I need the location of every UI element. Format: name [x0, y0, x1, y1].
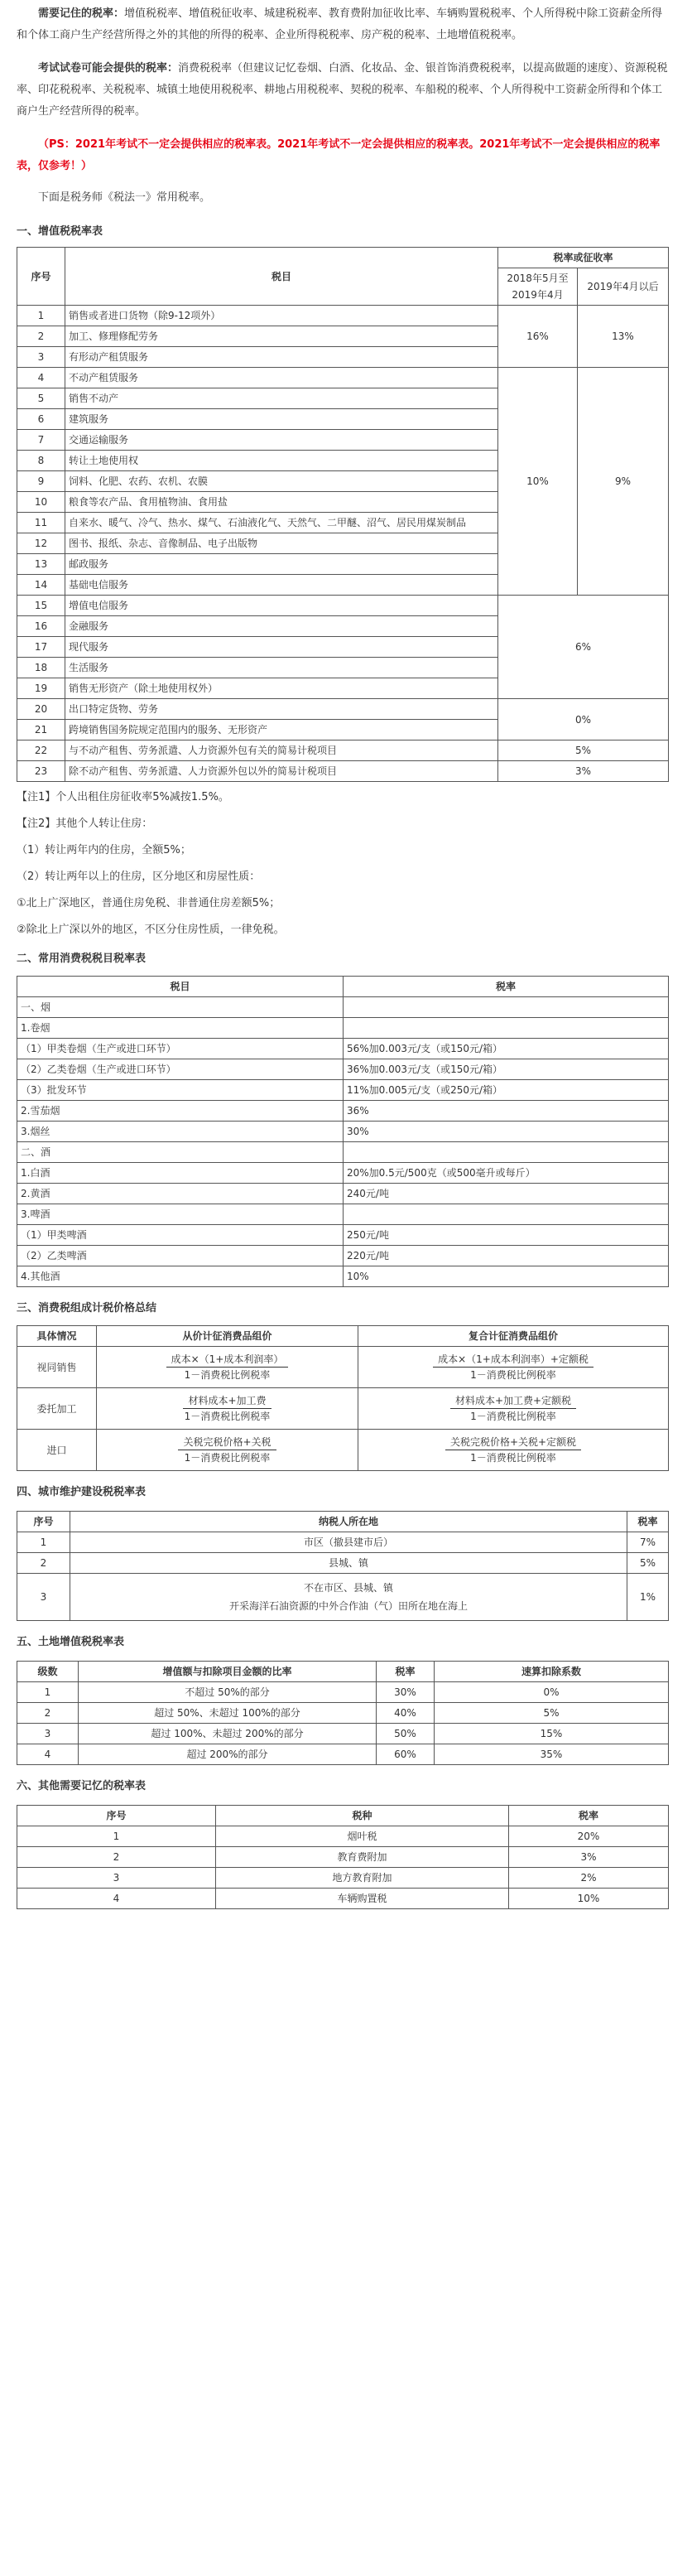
table-row	[17, 1163, 669, 1184]
formula-numerator: 成本×（1+成本利润率）+定额税	[433, 1352, 593, 1368]
table-row: 3 有形动产租赁服务	[17, 347, 669, 368]
land-quick: 35%	[435, 1744, 669, 1765]
cons-item: 4.其他酒	[17, 1266, 344, 1287]
article	[0, 3, 692, 1909]
table-row	[17, 1246, 669, 1266]
land-quick: 5%	[435, 1703, 669, 1724]
table-row: 5 销售不动产	[17, 388, 669, 409]
land-h-ratio: 增值额与扣除项目金额的比率	[79, 1662, 377, 1682]
table-row: 4 不动产租赁服务 10% 9%	[17, 368, 669, 388]
table-row: 2 加工、修理修配劳务	[17, 326, 669, 347]
table-row: 1 销售或者进口货物（除9-12项外） 16% 13%	[17, 306, 669, 326]
ps-note: （PS：2021年考试不一定会提供相应的税率表。2021年考试不一定会提供相应的税率表。2021年考试不一定会提供相应的税率表，仅参考！）	[17, 138, 661, 172]
formula-numerator: 材料成本+加工费+定额税	[450, 1393, 576, 1409]
formula-denominator: 1－消费税比例税率	[470, 1369, 556, 1381]
cons-item: 1.白酒	[17, 1163, 344, 1184]
composite-title: 三、消费税组成计税价格总结	[17, 1302, 157, 1315]
cons-item: 2.黄酒	[17, 1184, 344, 1204]
cons-item: 2.雪茄烟	[17, 1101, 344, 1122]
urban-title: 四、城市维护建设税税率表	[17, 1486, 147, 1498]
cons-item: （2）乙类卷烟（生产或进口环节）	[17, 1059, 344, 1080]
other-rate: 3%	[509, 1847, 669, 1868]
vat-h-rate: 税率或征收率	[498, 248, 669, 268]
cons-rate: 56%加0.003元/支（或150元/箱）	[344, 1039, 669, 1059]
land-level: 3	[17, 1724, 79, 1744]
comp-formula-ad	[97, 1388, 358, 1430]
formula-numerator: 成本×（1+成本利润率）	[166, 1352, 289, 1368]
table-row	[17, 1682, 669, 1703]
other-tax: 烟叶税	[216, 1826, 509, 1847]
land-ratio: 不超过 50%的部分	[79, 1682, 377, 1703]
cons-item: 3.啤酒	[17, 1204, 344, 1225]
urban-h-loc: 纳税人所在地	[70, 1512, 627, 1532]
formula-denominator: 1－消费税比例税率	[470, 1452, 556, 1464]
note-5: ①北上广深地区，普通住房免税、非普通住房差额5%；	[17, 897, 281, 909]
comp-case: 委托加工	[17, 1388, 97, 1430]
cons-item: 二、酒	[17, 1142, 344, 1163]
cons-rate	[344, 997, 669, 1018]
other-tax: 车辆购置税	[216, 1889, 509, 1909]
table-row: 22 与不动产租售、劳务派遣、人力资源外包有关的简易计税项目 5%	[17, 740, 669, 761]
comp-formula-comp	[358, 1388, 669, 1430]
table-row: 9 饲料、化肥、农药、农机、农膜	[17, 471, 669, 492]
vat-h-col2: 2019年4月以后	[578, 268, 669, 306]
table-row	[17, 1080, 669, 1101]
table-row	[17, 1847, 669, 1868]
land-ratio: 超过 100%、未超过 200%的部分	[79, 1724, 377, 1744]
vat-table	[17, 247, 669, 782]
table-row	[17, 1703, 669, 1724]
other-rate: 20%	[509, 1826, 669, 1847]
vat-rate-16: 16%	[498, 306, 578, 368]
land-rate: 50%	[377, 1724, 435, 1744]
table-row	[17, 1059, 669, 1080]
land-level: 4	[17, 1744, 79, 1765]
land-quick: 15%	[435, 1724, 669, 1744]
cons-rate	[344, 1142, 669, 1163]
land-rate: 40%	[377, 1703, 435, 1724]
formula-denominator: 1－消费税比例税率	[184, 1411, 271, 1422]
table-row: 13 邮政服务	[17, 554, 669, 575]
other-h-rate: 税率	[509, 1806, 669, 1826]
table-row	[17, 1225, 669, 1246]
table-row: 10 粮食等农产品、食用植物油、食用盐	[17, 492, 669, 513]
note-6: ②除北上广深以外的地区，不区分住房性质，一律免税。	[17, 924, 285, 936]
table-row: 14 基础电信服务	[17, 575, 669, 596]
table-row	[17, 1347, 669, 1388]
cons-item: 一、烟	[17, 997, 344, 1018]
formula-denominator: 1－消费税比例税率	[184, 1369, 271, 1381]
cons-rate	[344, 1204, 669, 1225]
table-row	[17, 1724, 669, 1744]
formula-numerator: 材料成本+加工费	[183, 1393, 271, 1409]
urban-h-seq: 序号	[17, 1512, 70, 1532]
other-seq: 4	[17, 1889, 216, 1909]
land-level: 1	[17, 1682, 79, 1703]
cons-item: （1）甲类卷烟（生产或进口环节）	[17, 1039, 344, 1059]
vat-rate-6: 6%	[498, 596, 669, 699]
must-paragraph	[17, 3, 669, 46]
formula-numerator: 关税完税价格+关税+定额税	[445, 1435, 581, 1450]
cons-rate: 10%	[344, 1266, 669, 1287]
may-text: 消费税税率（但建议记忆卷烟、白酒、化妆品、金、银首饰消费税税率，以提高做题的速度）、资源税税率、印花税税率、关税税率、城镇土地使用税税率、耕地占用税税率、契税的税率、车船税的税率、个人所得税中工资薪金所得和个体工商户生产经营所得的税率。	[17, 62, 668, 118]
land-title: 五、土地增值税税率表	[17, 1636, 125, 1648]
other-rate: 2%	[509, 1868, 669, 1889]
other-h-tax: 税种	[216, 1806, 509, 1826]
other-title: 六、其他需要记忆的税率表	[17, 1780, 147, 1792]
vat-notes	[17, 789, 669, 939]
table-row	[17, 1266, 669, 1287]
comp-formula-ad	[97, 1347, 358, 1388]
land-h-lvl: 级数	[17, 1662, 79, 1682]
note-1: 【注1】个人出租住房征收率5%减按1.5%。	[17, 791, 229, 803]
urban-h-rate: 税率	[627, 1512, 669, 1532]
table-row: 7 交通运输服务	[17, 430, 669, 451]
urban-table	[17, 1511, 669, 1621]
table-row	[17, 1868, 669, 1889]
cons-h-rate: 税率	[344, 977, 669, 997]
other-seq: 1	[17, 1826, 216, 1847]
table-row: 18 生活服务	[17, 658, 669, 678]
table-row	[17, 1122, 669, 1142]
comp-formula-comp	[358, 1347, 669, 1388]
cons-rate: 30%	[344, 1122, 669, 1142]
table-row	[17, 1018, 669, 1039]
may-label: 考试试卷可能会提供的税率：	[38, 62, 179, 75]
cons-rate: 250元/吨	[344, 1225, 669, 1246]
table-row: 17 现代服务	[17, 637, 669, 658]
vat-rate-0: 0%	[498, 699, 669, 740]
consumption-title: 二、常用消费税税目税率表	[17, 953, 147, 965]
note-3: （1）转让两年内的住房，全额5%；	[17, 844, 191, 856]
cons-rate: 36%加0.003元/支（或150元/箱）	[344, 1059, 669, 1080]
other-h-seq: 序号	[17, 1806, 216, 1826]
cons-rate: 36%	[344, 1101, 669, 1122]
table-row	[17, 1744, 669, 1765]
cons-rate: 20%加0.5元/500克（或500毫升或每斤）	[344, 1163, 669, 1184]
land-h-rate: 税率	[377, 1662, 435, 1682]
consumption-table	[17, 976, 669, 1287]
must-text: 增值税税率、增值税征收率、城建税税率、教育费附加征收比率、车辆购置税税率、个人所得税中除工资薪金所得和个体工商户生产经营所得之外的其他的所得的税率、企业所得税税率、房产税的税率、土地增值税税率。	[17, 7, 663, 41]
cons-rate: 240元/吨	[344, 1184, 669, 1204]
other-seq: 2	[17, 1847, 216, 1868]
other-tax: 地方教育附加	[216, 1868, 509, 1889]
may-paragraph	[17, 58, 669, 123]
table-row: 15 增值电信服务 6%	[17, 596, 669, 616]
vat-rate-3: 3%	[498, 761, 669, 782]
note-2: 【注2】其他个人转让住房：	[17, 818, 153, 830]
table-row: 6 建筑服务	[17, 409, 669, 430]
table-row	[17, 1101, 669, 1122]
table-row: 3 不在市区、县城、镇 开采海洋石油资源的中外合作油（气）田所在地在海上 1%	[17, 1574, 669, 1621]
cons-rate: 220元/吨	[344, 1246, 669, 1266]
cons-rate: 11%加0.005元/支（或250元/箱）	[344, 1080, 669, 1101]
cons-item: （2）乙类啤酒	[17, 1246, 344, 1266]
land-ratio: 超过 200%的部分	[79, 1744, 377, 1765]
land-rate: 30%	[377, 1682, 435, 1703]
table-row	[17, 1204, 669, 1225]
land-ratio: 超过 50%、未超过 100%的部分	[79, 1703, 377, 1724]
comp-h-case: 具体情况	[17, 1326, 97, 1347]
comp-h-comp: 复合计征消费品组价	[358, 1326, 669, 1347]
land-level: 2	[17, 1703, 79, 1724]
table-row	[17, 997, 669, 1018]
table-row	[17, 1184, 669, 1204]
vat-rate-9: 9%	[578, 368, 669, 596]
vat-h-col1: 2018年5月至2019年4月	[498, 268, 578, 306]
vat-h-seq: 序号	[17, 248, 65, 306]
cons-h-item: 税目	[17, 977, 344, 997]
cons-item: 3.烟丝	[17, 1122, 344, 1142]
must-label: 需要记住的税率：	[38, 7, 125, 20]
table-row: 21 跨境销售国务院规定范围内的服务、无形资产	[17, 720, 669, 740]
vat-h-item: 税目	[65, 248, 498, 306]
composite-table	[17, 1325, 669, 1471]
table-row: 2 县城、镇 5%	[17, 1553, 669, 1574]
land-table	[17, 1661, 669, 1765]
cons-item: （3）批发环节	[17, 1080, 344, 1101]
comp-h-ad: 从价计征消费品组价	[97, 1326, 358, 1347]
table-row: 19 销售无形资产（除土地使用权外）	[17, 678, 669, 699]
comp-case: 视同销售	[17, 1347, 97, 1388]
table-row	[17, 1430, 669, 1471]
formula-numerator: 关税完税价格+关税	[178, 1435, 276, 1450]
land-h-quick: 速算扣除系数	[435, 1662, 669, 1682]
table-row	[17, 1142, 669, 1163]
table-row: 1 市区（撤县建市后） 7%	[17, 1532, 669, 1553]
table-row	[17, 1889, 669, 1909]
lead-text: 下面是税务师《税法一》常用税率。	[38, 191, 211, 204]
cons-item: （1）甲类啤酒	[17, 1225, 344, 1246]
table-row	[17, 1039, 669, 1059]
vat-rate-10: 10%	[498, 368, 578, 596]
table-row: 20 出口特定货物、劳务 0%	[17, 699, 669, 720]
land-quick: 0%	[435, 1682, 669, 1703]
formula-denominator: 1－消费税比例税率	[470, 1411, 556, 1422]
formula-denominator: 1－消费税比例税率	[184, 1452, 271, 1464]
table-row: 16 金融服务	[17, 616, 669, 637]
other-table	[17, 1805, 669, 1909]
land-rate: 60%	[377, 1744, 435, 1765]
note-4: （2）转让两年以上的住房，区分地区和房屋性质：	[17, 871, 261, 883]
other-rate: 10%	[509, 1889, 669, 1909]
table-row: 12 图书、报纸、杂志、音像制品、电子出版物	[17, 533, 669, 554]
table-row: 11 自来水、暖气、冷气、热水、煤气、石油液化气、天然气、二甲醚、沼气、居民用煤炭制品	[17, 513, 669, 533]
comp-formula-ad	[97, 1430, 358, 1471]
other-tax: 教育费附加	[216, 1847, 509, 1868]
comp-case: 进口	[17, 1430, 97, 1471]
table-row: 23 除不动产租售、劳务派遣、人力资源外包以外的简易计税项目 3%	[17, 761, 669, 782]
vat-rate-5: 5%	[498, 740, 669, 761]
table-row	[17, 1388, 669, 1430]
vat-rate-13: 13%	[578, 306, 669, 368]
table-row	[17, 1826, 669, 1847]
table-row: 8 转让土地使用权	[17, 451, 669, 471]
cons-rate	[344, 1018, 669, 1039]
vat-title: 一、增值税税率表	[17, 225, 103, 238]
cons-item: 1.卷烟	[17, 1018, 344, 1039]
other-seq: 3	[17, 1868, 216, 1889]
comp-formula-comp	[358, 1430, 669, 1471]
